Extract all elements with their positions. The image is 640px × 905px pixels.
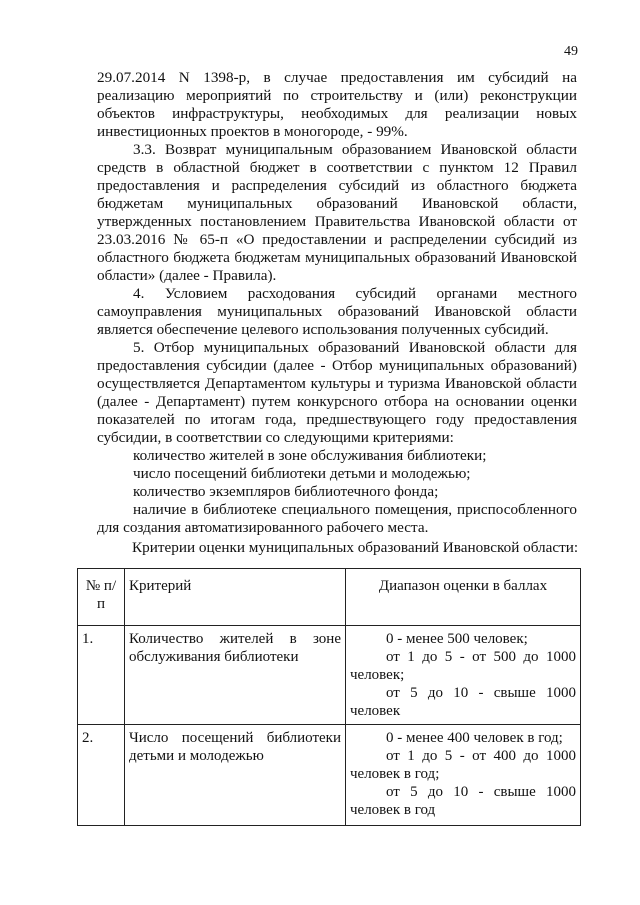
header-number: № п/п — [78, 569, 125, 626]
paragraph-5: 5. Отбор муниципальных образований Ивановской области для предоставления субсидии (далее - Отбор муниципальных образований) осуществляется Департаментом культуры и туризма Ивановской области (далее - Департамент) путем конкурсного отбора на основании оценки показателей по итогам года, предшествующего году предоставления субсидии, в соответствии со следующими критериями: — [97, 339, 577, 446]
criteria-item: количество экземпляров библиотечного фонда; — [133, 483, 439, 500]
paragraph-3-3: 3.3. Возврат муниципальным образованием Ивановской области средств в областной бюджет в соответствии с пунктом 12 Правил предоставления и распределения субсидий из областного бюджета бюджетам муниципальных образований Ивановской области, утвержденных постановлением Правительства Ивановской области от 23.03.2016 № 65-п «О предоставлении и распределении субсидий из областного бюджета бюджетам муниципальных образований Ивановской области» (далее - Правила). — [97, 141, 577, 284]
criteria-item: наличие в библиотеке специального помещения, приспособленного для создания автоматизированного рабочего места. — [97, 501, 577, 536]
criteria-item: количество жителей в зоне обслуживания библиотеки; — [133, 447, 487, 464]
row-criterion: Число посещений библиотеки детьми и молодежью — [125, 725, 346, 826]
range-line: от 1 до 5 - от 500 до 1000 человек; — [350, 649, 576, 683]
range-line: 0 - менее 500 человек; — [386, 631, 528, 647]
page-number: 49 — [564, 44, 578, 59]
row-range — [346, 725, 581, 826]
criteria-table — [77, 568, 581, 826]
criteria-item: число посещений библиотеки детьми и молодежью; — [133, 465, 471, 482]
row-number: 2. — [78, 725, 125, 826]
row-criterion: Количество жителей в зоне обслуживания библиотеки — [125, 626, 346, 725]
range-line: от 5 до 10 - свыше 1000 человек в год — [350, 784, 576, 818]
range-line: от 1 до 5 - от 400 до 1000 человек в год; — [350, 748, 576, 782]
header-range: Диапазон оценки в баллах — [346, 569, 581, 626]
document-body — [97, 69, 577, 537]
paragraph-4: 4. Условием расходования субсидий органами местного самоуправления муниципальных образований Ивановской области является обеспечение целевого использования полученных субсидий. — [97, 285, 577, 338]
row-range — [346, 626, 581, 725]
range-line: от 5 до 10 - свыше 1000 человек — [350, 685, 576, 719]
table-row — [78, 725, 581, 826]
row-number: 1. — [78, 626, 125, 725]
table-header-row — [78, 569, 581, 626]
table-row — [78, 626, 581, 725]
header-criterion: Критерий — [125, 569, 346, 626]
range-line: 0 - менее 400 человек в год; — [386, 730, 563, 746]
table-title: Критерии оценки муниципальных образований Ивановской области: — [132, 539, 579, 556]
paragraph-continuation: 29.07.2014 N 1398-р, в случае предоставления им субсидий на реализацию мероприятий по строительству и (или) реконструкции объектов инфраструктуры, необходимых для реализации новых инвестиционных проектов в моногороде, - 99%. — [97, 69, 577, 140]
